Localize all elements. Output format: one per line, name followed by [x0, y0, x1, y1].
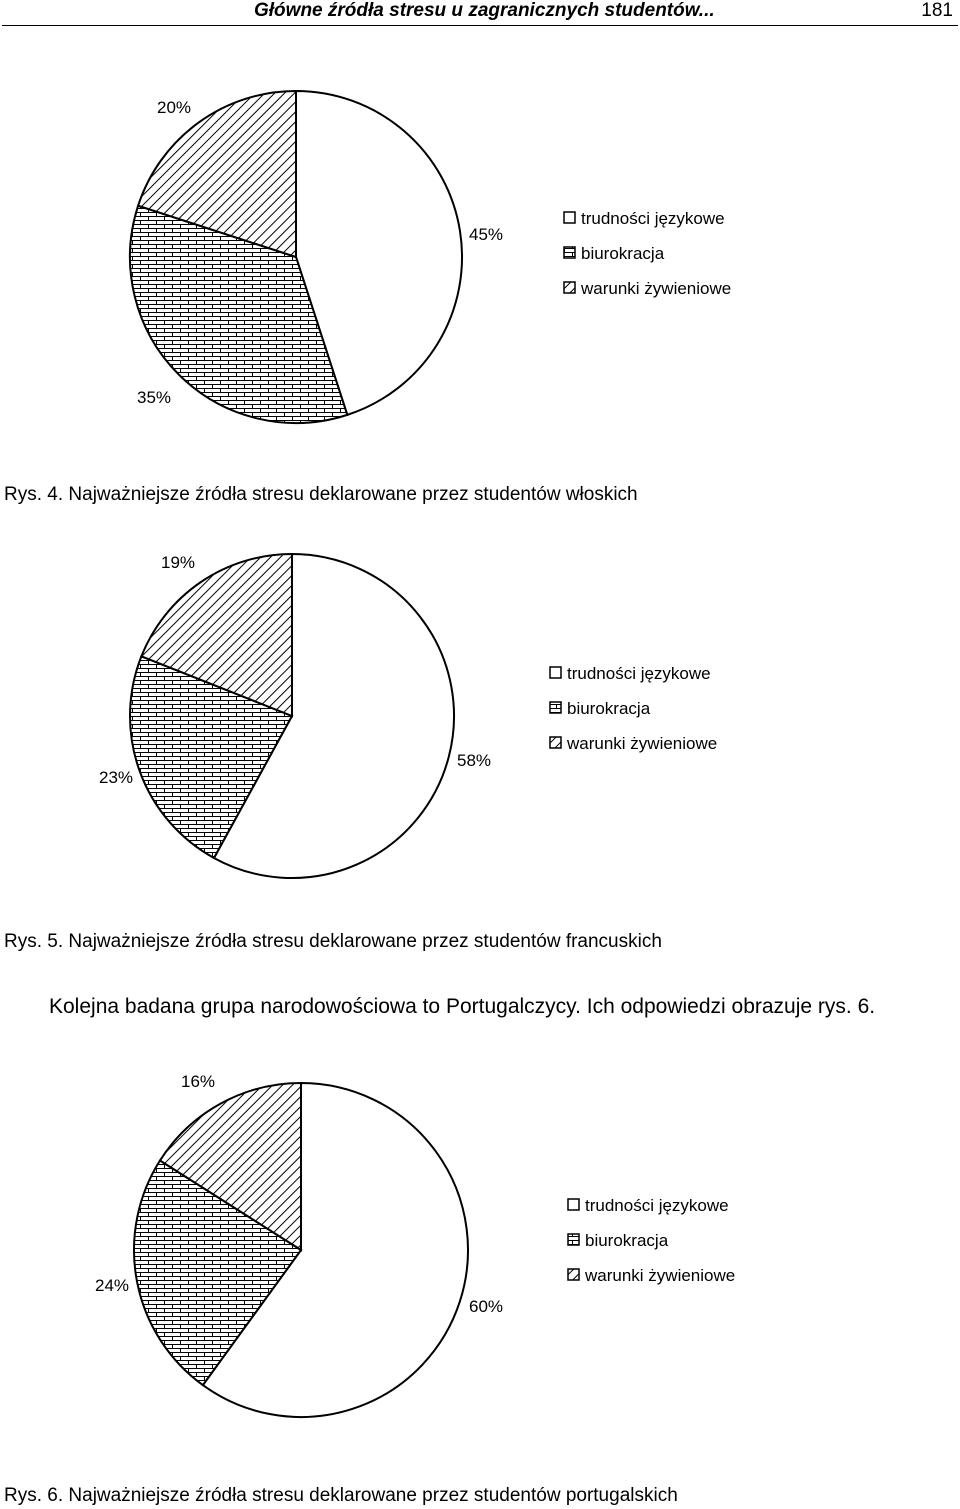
legend-label-3: warunki żywieniowe — [581, 279, 732, 298]
legend-label-2: biurokracja — [585, 1231, 669, 1250]
figure-caption-5: Rys. 5. Najważniejsze źródła stresu deklarowane przez studentów francuskich — [4, 931, 662, 952]
page-number: 181 — [921, 0, 953, 21]
legend-label-1: trudności językowe — [567, 664, 711, 683]
slice-label-3: 16% — [180, 1072, 216, 1091]
legend — [550, 664, 717, 753]
slice-label-3: 20% — [156, 98, 192, 117]
legend-swatch-2 — [564, 247, 575, 258]
running-title: Główne źródła stresu u zagranicznych studentów... — [254, 0, 715, 21]
legend-swatch-1 — [550, 667, 561, 678]
legend-label-3: warunki żywieniowe — [585, 1266, 736, 1285]
slice-label-2: 23% — [98, 768, 134, 787]
slice-label-1: 60% — [468, 1297, 504, 1316]
header-rule — [2, 25, 958, 26]
slice-label-1: 45% — [468, 225, 504, 244]
legend-swatch-2 — [568, 1234, 579, 1245]
legend-swatch-1 — [564, 212, 575, 223]
legend-swatch-3 — [564, 282, 575, 293]
figure-caption-4: Rys. 4. Najważniejsze źródła stresu deklarowane przez studentów włoskich — [4, 484, 638, 505]
slice-label-1: 58% — [456, 751, 492, 770]
legend-swatch-1 — [568, 1199, 579, 1210]
legend-label-1: trudności językowe — [585, 1196, 729, 1215]
legend-label-3: warunki żywieniowe — [567, 734, 718, 753]
page-header — [0, 0, 960, 28]
legend-label-2: biurokracja — [567, 699, 651, 718]
pie-chart-italian — [0, 80, 960, 450]
slice-label-3: 19% — [160, 553, 196, 572]
legend-label-1: trudności językowe — [581, 209, 725, 228]
legend-swatch-2 — [550, 702, 561, 713]
legend-swatch-3 — [568, 1269, 579, 1280]
slice-label-2: 35% — [136, 388, 172, 407]
body-paragraph: Kolejna badana grupa narodowościowa to Portugalczycy. Ich odpowiedzi obrazuje rys. 6. — [49, 995, 876, 1018]
pie-chart-portuguese — [0, 1060, 960, 1430]
legend — [568, 1196, 735, 1285]
slice-label-2: 24% — [94, 1276, 130, 1295]
legend — [564, 209, 731, 298]
figure-caption-6: Rys. 6. Najważniejsze źródła stresu deklarowane przez studentów portugalskich — [4, 1485, 678, 1506]
legend-swatch-3 — [550, 737, 561, 748]
pie-chart-french — [0, 540, 960, 890]
legend-label-2: biurokracja — [581, 244, 665, 263]
